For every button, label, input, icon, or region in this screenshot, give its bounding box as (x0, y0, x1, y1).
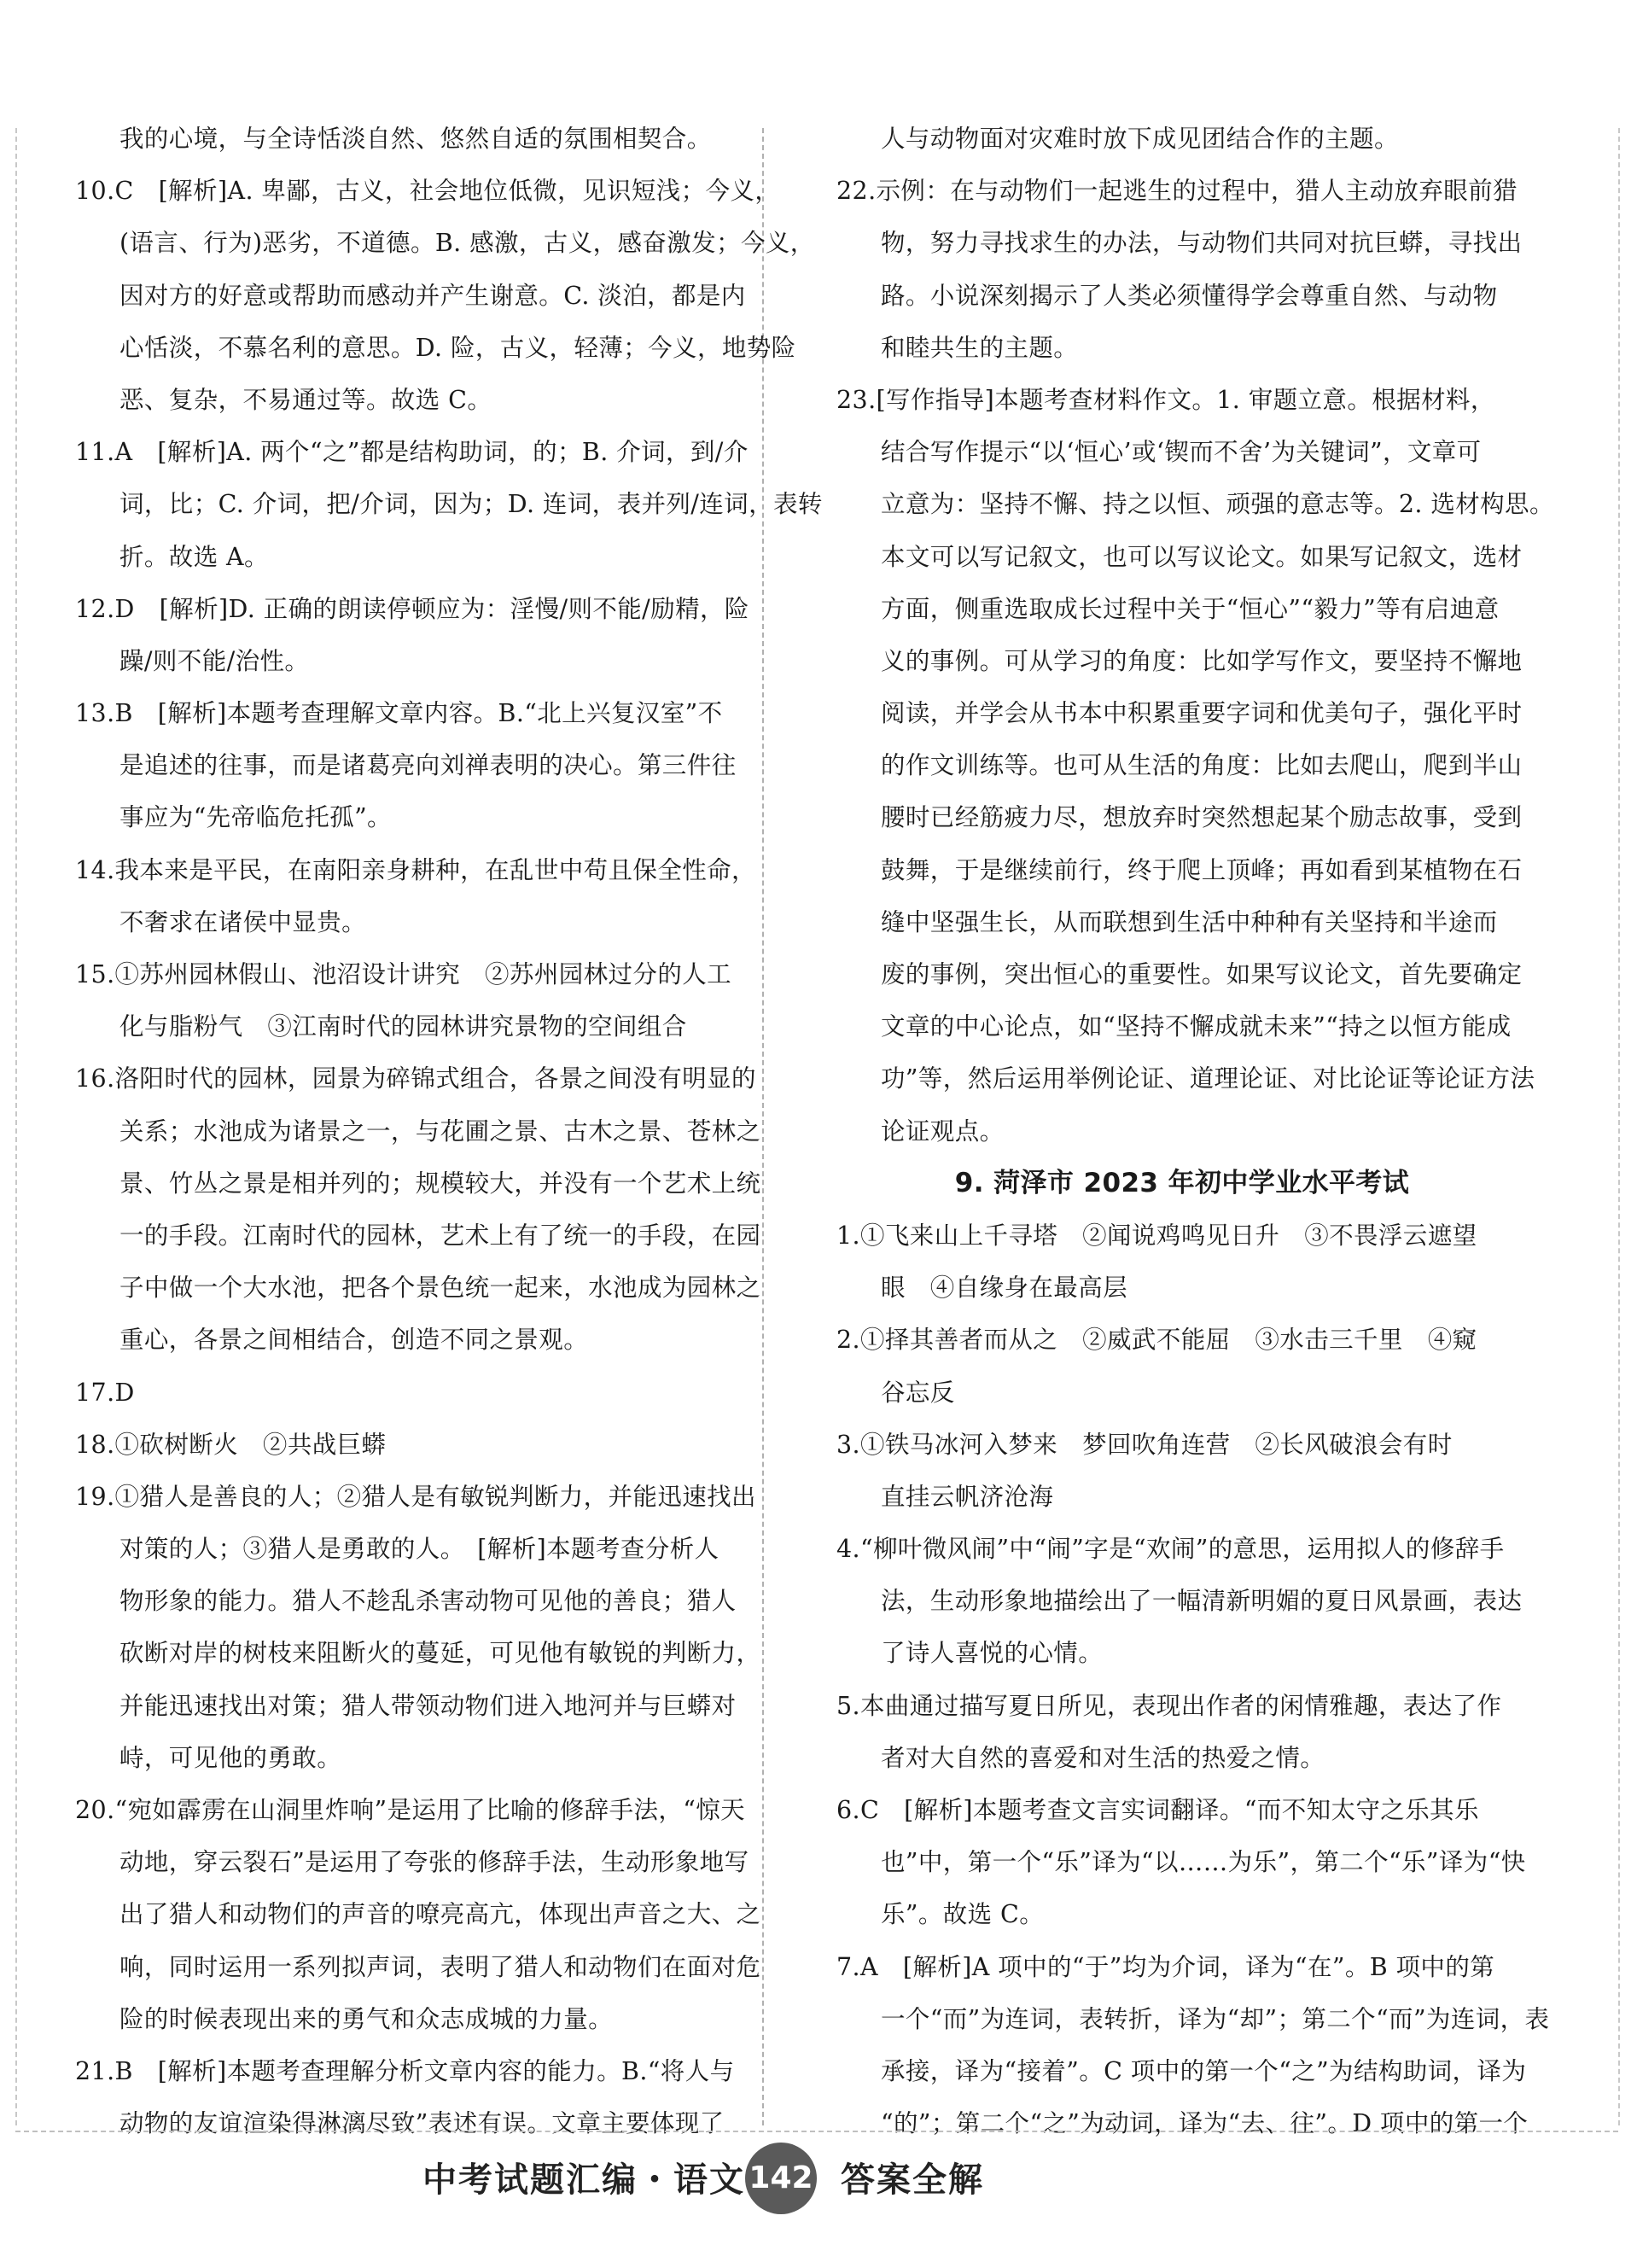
left-page-border (15, 128, 17, 2125)
text-line: “的”；第二个“之”为动词，译为“去、往”。D 项中的第一个 (881, 2109, 1529, 2138)
text-line: 功”等，然后运用举例论证、道理论证、对比论证等论证方法 (881, 1064, 1535, 1093)
answer-21: 21.B [解析]本题考查理解分析文章内容的能力。B.“将人与 (75, 2056, 735, 2085)
answer-3: 3.①铁马冰河入梦来 梦回吹角连营 ②长风破浪会有时 (836, 1430, 1453, 1459)
text-line: 阅读，并学会从书本中积累重要字词和优美句子，强化平时 (881, 699, 1523, 728)
text-line: 方面，侧重选取成长过程中关于“恒心”“毅力”等有启迪意 (881, 594, 1500, 623)
text-line: 一个“而”为连词，表转折，译为“却”；第二个“而”为连词，表 (881, 2004, 1550, 2033)
page-footer (0, 2139, 1637, 2233)
text-line: 立意为：坚持不懈、持之以恒、顽强的意志等。2. 选材构思。 (881, 490, 1554, 519)
text-line: 缝中坚强生长，从而联想到生活中种种有关坚持和半途而 (881, 907, 1498, 936)
answer-7: 7.A [解析]A 项中的“于”均为介词，译为“在”。B 项中的第 (836, 1952, 1495, 1981)
text-line: 一的手段。江南时代的园林，艺术上有了统一的手段，在园 (119, 1221, 761, 1250)
right-page-border (1618, 128, 1620, 2125)
text-line: 折。故选 A。 (119, 542, 269, 571)
answer-19: 19.①猎人是善良的人；②猎人是有敏锐判断力，并能迅速找出 (75, 1482, 756, 1511)
answer-6: 6.C [解析]本题考查文言实词翻译。“而不知太守之乐其乐 (836, 1796, 1479, 1824)
answer-13: 13.B [解析]本题考查理解文章内容。B.“北上兴复汉室”不 (75, 699, 723, 728)
text-line: 者对大自然的喜爱和对生活的热爱之情。 (881, 1743, 1325, 1772)
text-line: 谷忘反 (881, 1378, 955, 1407)
text-line: 文章的中心论点，如“坚持不懈成就未来”“持之以恒方能成 (881, 1012, 1512, 1041)
text-line: 事应为“先帝临危托孤”。 (119, 803, 392, 832)
text-line: 腰时已经筋疲力尽，想放弃时突然想起某个励志故事，受到 (881, 803, 1523, 832)
text-line: 乐”。故选 C。 (881, 1900, 1045, 1929)
text-line: 直挂云帆济沧海 (881, 1482, 1054, 1511)
answer-14: 14.我本来是平民，在南阳亲身耕种，在乱世中苟且保全性命， (75, 855, 756, 884)
answer-5: 5.本曲通过描写夏日所见，表现出作者的闲情雅趣，表达了作 (836, 1691, 1502, 1720)
text-line: 人与动物面对灾难时放下成见团结合作的主题。 (881, 125, 1399, 153)
text-line: 词，比；C. 介词，把/介词，因为；D. 连词，表并列/连词，表转 (119, 490, 823, 519)
text-line: 并能迅速找出对策；猎人带领动物们进入地河并与巨蟒对 (119, 1691, 737, 1720)
text-line: 路。小说深刻揭示了人类必须懂得学会尊重自然、与动物 (881, 281, 1498, 310)
text-line: 了诗人喜悦的心情。 (881, 1639, 1104, 1668)
text-line: 关系；水池成为诸景之一，与花圃之景、古木之景、苍林之 (119, 1117, 761, 1146)
section-heading: 9. 菏泽市 2023 年初中学业水平考试 (954, 1167, 1410, 1198)
text-line: 法，生动形象地描绘出了一幅清新明媚的夏日风景画，表达 (881, 1587, 1523, 1616)
text-line: 废的事例，突出恒心的重要性。如果写议论文，首先要确定 (881, 960, 1523, 988)
text-line: 躁/则不能/治性。 (119, 646, 310, 675)
text-line: 物，努力寻找求生的办法，与动物们共同对抗巨蟒，寻找出 (881, 229, 1523, 258)
answer-4: 4.“柳叶微风闹”中“闹”字是“欢闹”的意思，运用拟人的修辞手 (836, 1535, 1505, 1564)
answer-16: 16.洛阳时代的园林，园景为碎锦式组合，各景之间没有明显的 (75, 1064, 756, 1093)
text-line: 心恬淡，不慕名利的意思。D. 险，古义，轻薄；今义，地势险 (119, 333, 796, 362)
answer-20: 20.“宛如霹雳在山洞里炸响”是运用了比喻的修辞手法，“惊天 (75, 1796, 746, 1824)
answer-10: 10.C [解析]A. 卑鄙，古义，社会地位低微，见识短浅；今义， (75, 177, 780, 206)
text-line: 本文可以写记叙文，也可以写议论文。如果写记叙文，选材 (881, 542, 1523, 571)
text-line: 和睦共生的主题。 (881, 333, 1079, 362)
text-line: 物形象的能力。猎人不趁乱杀害动物可见他的善良；猎人 (119, 1587, 737, 1616)
answer-2: 2.①择其善者而从之 ②威武不能屈 ③水击三千里 ④窥 (836, 1326, 1477, 1355)
text-line: (语言、行为)恶劣，不道德。B. 感激，古义，感奋激发；今义， (119, 229, 815, 258)
text-line: 重心，各景之间相结合，创造不同之景观。 (119, 1326, 589, 1355)
text-line: 峙，可见他的勇敢。 (119, 1743, 342, 1772)
footer-rule (15, 2131, 1618, 2132)
text-line: 子中做一个大水池，把各个景色统一起来，水池成为园林之 (119, 1274, 761, 1303)
text-line: 动地，穿云裂石”是运用了夸张的修辞手法，生动形象地写 (119, 1848, 749, 1877)
answer-11: 11.A [解析]A. 两个“之”都是结构助词，的；B. 介词，到/介 (75, 438, 749, 467)
text-line: 不奢求在诸侯中显贵。 (119, 907, 367, 936)
text-line: 响，同时运用一系列拟声词，表明了猎人和动物们在面对危 (119, 1952, 761, 1981)
answer-12: 12.D [解析]D. 正确的朗读停顿应为：淫慢/则不能/励精，险 (75, 594, 749, 623)
text-line: 砍断对岸的树枝来阻断火的蔓延，可见他有敏锐的判断力， (119, 1639, 761, 1668)
answer-18: 18.①砍树断火 ②共战巨蟒 (75, 1430, 387, 1459)
text-line: 结合写作提示“以‘恒心’或‘锲而不舍’为关键词”，文章可 (881, 438, 1482, 467)
answer-23: 23.[写作指导]本题考查材料作文。1. 审题立意。根据材料， (836, 385, 1495, 414)
text-line: 景、竹丛之景是相并列的；规模较大，并没有一个艺术上统 (119, 1169, 761, 1198)
answer-17: 17.D (75, 1378, 135, 1407)
section-title: 答案全解 (841, 2160, 984, 2200)
text-line: 我的心境，与全诗恬淡自然、悠然自适的氛围相契合。 (119, 125, 712, 153)
answer-15: 15.①苏州园林假山、池沼设计讲究 ②苏州园林过分的人工 (75, 960, 732, 988)
page-number-badge: 142 (745, 2143, 817, 2214)
text-line: 对策的人；③猎人是勇敢的人。 [解析]本题考查分析人 (119, 1535, 719, 1564)
right-column (836, 113, 1554, 2149)
text-line: 动物的友谊渲染得淋漓尽致”表述有误。文章主要体现了 (119, 2109, 725, 2138)
book-title: 中考试题汇编・语文 (422, 2160, 745, 2200)
text-line: 眼 ④自缘身在最高层 (881, 1274, 1128, 1303)
text-line: 承接，译为“接着”。C 项中的第一个“之”为结构助词，译为 (881, 2056, 1527, 2085)
left-column (75, 113, 823, 2149)
text-line: 鼓舞，于是继续前行，终于爬上顶峰；再如看到某植物在石 (881, 855, 1523, 884)
text-line: 论证观点。 (881, 1117, 1005, 1146)
text-line: 的作文训练等。也可从生活的角度：比如去爬山，爬到半山 (881, 751, 1523, 780)
column-divider (762, 128, 764, 2125)
text-line: 出了猎人和动物们的声音的嘹亮高亢，体现出声音之大、之 (119, 1900, 761, 1929)
text-line: 因对方的好意或帮助而感动并产生谢意。C. 淡泊，都是内 (119, 281, 746, 310)
text-line: 恶、复杂，不易通过等。故选 C。 (119, 385, 492, 414)
text-line: 化与脂粉气 ③江南时代的园林讲究景物的空间组合 (119, 1012, 687, 1041)
answer-1: 1.①飞来山上千寻塔 ②闻说鸡鸣见日升 ③不畏浮云遮望 (836, 1221, 1477, 1250)
answer-22: 22.示例：在与动物们一起逃生的过程中，猎人主动放弃眼前猎 (836, 177, 1518, 206)
text-line: 义的事例。可从学习的角度：比如学写作文，要坚持不懈地 (881, 646, 1523, 675)
text-line: 也”中，第一个“乐”译为“以……为乐”，第二个“乐”译为“快 (881, 1848, 1526, 1877)
text-line: 险的时候表现出来的勇气和众志成城的力量。 (119, 2004, 614, 2033)
text-line: 是追述的往事，而是诸葛亮向刘禅表明的决心。第三件往 (119, 751, 737, 780)
